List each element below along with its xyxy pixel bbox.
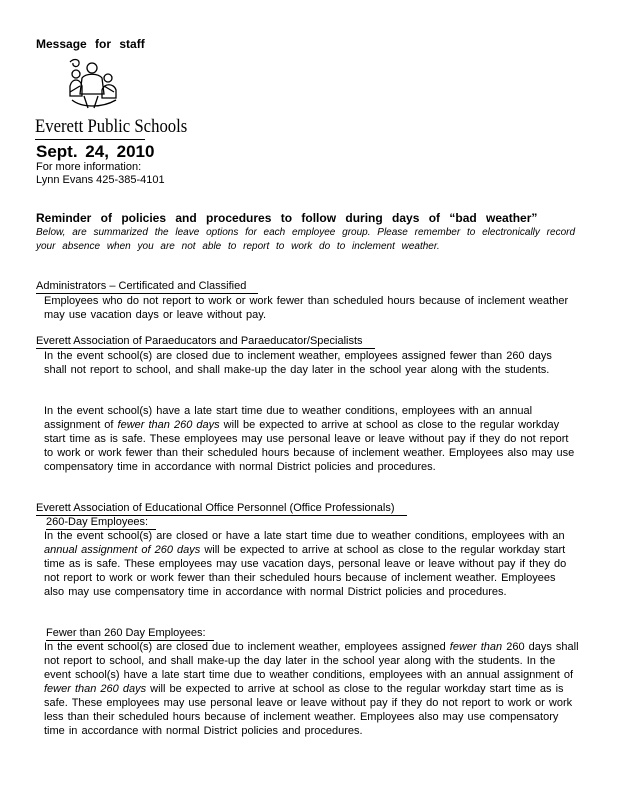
office2-text-c: will be expected to arrive at school as close to the regular workday start time as is safe. These employees may use personal leave or leave without pay if they do not report to work or work less than their scheduled hours because of inclement weather. Employees also may use compensatory time in accordance with normal District policies and procedures.	[44, 683, 573, 737]
section-heading-office: Everett Association of Educational Office Personnel (Office Professionals)	[36, 502, 407, 516]
intro-paragraph: Below, are summarized the leave options for each employee group. Please remember to electronically record your absence when you are not able to report to work do to inclement weather.	[36, 227, 576, 252]
office2-emphasis-2: fewer than 260 days	[44, 683, 147, 695]
para2-text-b: will be expected to arrive at school as close to the regular workday start time as is safe. These employees may use personal leave or leave without pay if they do not report to work or work fewer than their scheduled hours because of inclement weather. Employees also may use compensatory time in accordance with normal District policies and procedures.	[44, 419, 575, 473]
contact-info	[36, 161, 165, 187]
paraeducators-paragraph-2	[44, 404, 576, 474]
administrators-paragraph: Employees who do not report to work or work fewer than scheduled hours because of inclement weather may use vacation days or leave without pay.	[44, 295, 569, 321]
reminder-heading: Reminder of policies and procedures to follow during days of “bad weather”	[36, 211, 538, 225]
subheading-260-day: 260-Day Employees:	[46, 516, 156, 530]
office1-emphasis: annual assignment of 260 days	[44, 544, 201, 556]
office1-text-b: will be expected to arrive at school as close to the regular workday start time as is safe. These employees may use vacation days, personal leave or leave without pay if they do not report to work or work fewer than their scheduled hours because of inclement weather. Employees also may use compensatory time in accordance with normal District policies and procedures.	[44, 544, 567, 598]
office-260-day-paragraph	[44, 529, 576, 599]
message-title: Message for staff	[36, 37, 145, 51]
bulletin-date: Sept. 24, 2010	[36, 142, 155, 161]
info-line-1: For more information:	[36, 161, 142, 173]
school-logo-figure	[62, 56, 124, 114]
paraeducators-paragraph-1: In the event school(s) are closed due to inclement weather, employees assigned fewer than 260 days shall not report to school, and shall make-up the day later in the school year along with the students.	[44, 350, 552, 376]
logo-rule	[35, 139, 145, 140]
office2-text-a: In the event school(s) are closed due to inclement weather, employees assigned	[44, 641, 450, 653]
section-heading-paraeducators: Everett Association of Paraeducators and Paraeducator/Specialists	[36, 335, 375, 349]
office2-emphasis-1: fewer than	[449, 641, 503, 653]
subheading-fewer-than-260: Fewer than 260 Day Employees:	[46, 627, 214, 641]
info-line-2: Lynn Evans 425-385-4101	[36, 174, 165, 186]
school-logo-text: Everett Public Schools	[35, 116, 188, 137]
office2-text-b: 260 days shall not report to school, and shall make-up the day later in the school year along with the students. In the event school(s) have a late start time due to weather conditions, employees with an annual assignment of	[44, 641, 579, 681]
section-heading-administrators: Administrators – Certificated and Classified	[36, 280, 258, 294]
office-fewer-than-260-paragraph	[44, 640, 579, 738]
office1-text-a: In the event school(s) are closed or have a late start time due to weather conditions, employees with an	[44, 530, 565, 542]
para2-emphasis: fewer than 260 days	[117, 419, 220, 431]
para2-text-a: In the event school(s) have a late start time due to weather conditions, employees with an annual assignment of	[44, 405, 533, 431]
